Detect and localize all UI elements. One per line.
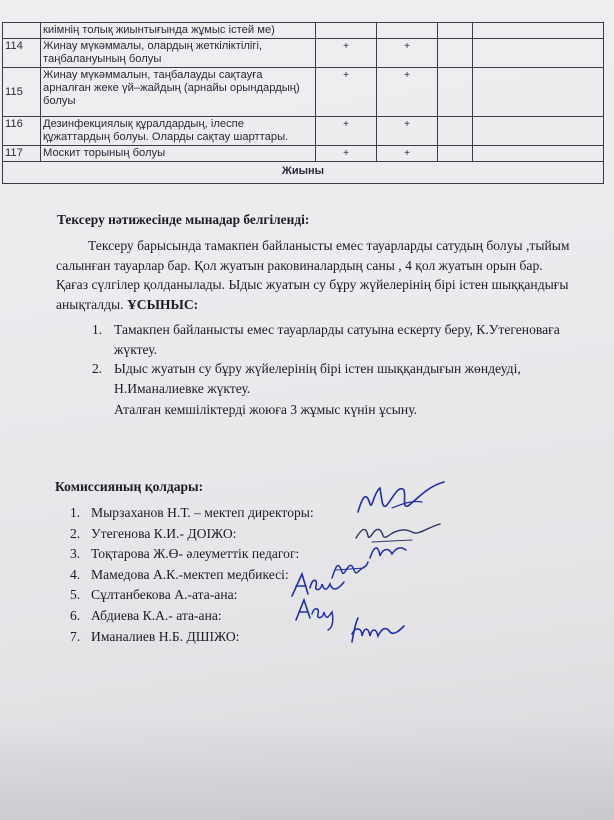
total-label: Жиыны [3,162,604,184]
member-name: Абдиева К.А.- ата-ана: [91,607,222,623]
member-name: Мамедова А.К.-мектеп медбикесі: [91,566,289,582]
list-item [92,359,592,398]
row-mark: + [316,146,377,162]
member-name: Тоқтарова Ж.Ө- әлеуметтік педагог: [91,546,300,562]
row-mark: + [377,117,438,146]
row-text: Жинау мүкәммалы, олардың жеткіліктілігі, таңбалануының болуы [41,39,316,68]
proposal-list [92,320,592,398]
table-row [3,23,604,39]
proposal-label: ҰСЫНЫС: [126,296,199,312]
list-item [92,320,592,359]
table-row [3,39,604,68]
findings-heading: Тексеру нәтижесінде мынадар белгіленді: [57,212,310,227]
signature-6 [292,596,342,632]
member-name: Утегенова К.И.- ДОІЖО: [91,525,237,541]
list-item-number: 5. [70,587,81,603]
list-item-text: Тамакпен байланысты емес тауарларды сатуына ескерту беру, К.Утегеноваға жүктеу. [114,322,560,357]
findings-paragraph [56,236,576,314]
list-item-number: 1. [92,322,103,337]
list-item-text: Ыдыс жуатын су бұру жүйелерінің бірі істен шыққандығын жөндеуді, Н.Иманалиевке жүктеу. [114,361,521,396]
row-mark: + [316,39,377,68]
signature-3 [366,540,410,564]
row-mark: + [316,68,377,117]
list-item-number: 1. [70,505,81,520]
row-number: 114 [3,39,41,68]
row-number: 117 [3,146,41,162]
list-item [70,585,470,606]
checklist-table [2,22,604,184]
member-name: Сұлтанбекова А.-ата-ана: [91,587,238,603]
row-text: Москит торының болуы [41,146,316,162]
row-mark: + [316,117,377,146]
list-item [70,627,470,648]
list-item-number: 7. [70,628,81,644]
row-number: 116 [3,117,41,146]
list-item-number: 2. [70,525,81,541]
list-item-number: 3. [70,546,81,562]
signatures-heading: Комиссияның қолдары: [55,479,204,494]
deadline-text: Аталған кемшіліктерді жоюға 3 жұмыс күнін ұсыну. [114,402,418,417]
member-name: Мырзаханов Н.Т. – мектеп директоры: [91,505,314,520]
table-footer-row [3,162,604,184]
table-row [3,117,604,146]
row-text: Жинау мүкәммалын, таңбалауды сақтауға арналған жеке үй–жайдың (арнайы орындардың) болуы [41,68,316,117]
list-item [70,544,470,565]
list-item-number: 4. [70,566,81,582]
row-number: 115 [3,68,41,117]
list-item [70,606,470,627]
table-row [3,146,604,162]
list-item-number: 6. [70,607,81,623]
row-mark: + [377,146,438,162]
member-name: Иманалиев Н.Б. ДШІЖО: [91,628,240,644]
list-item-number: 2. [92,361,103,376]
table-cell-text: киімнің толық жиынтығында жұмыс істей ме) [41,23,316,39]
row-mark: + [377,39,438,68]
table-row [3,68,604,117]
findings-body: Тексеру барысында тамакпен байланысты емес тауарларды сатудың болуы ,тыйым салынған тауарлар бар. Қол жуатын раковиналардың саны , 4 қол жуатын орын бар. Қағаз сүлгілер қолданылады. Ыдыс жуатын су бұру жүйелерінің бірі істен шыққандығы анықталды. [56,238,570,312]
list-item [70,565,470,586]
row-text: Дезинфекциялық құралдардың, ілеспе құжаттардың болуы. Оларды сақтау шарттары. [41,117,316,146]
signature-7 [346,614,408,648]
row-mark: + [377,68,438,117]
signature-1 [352,478,452,520]
